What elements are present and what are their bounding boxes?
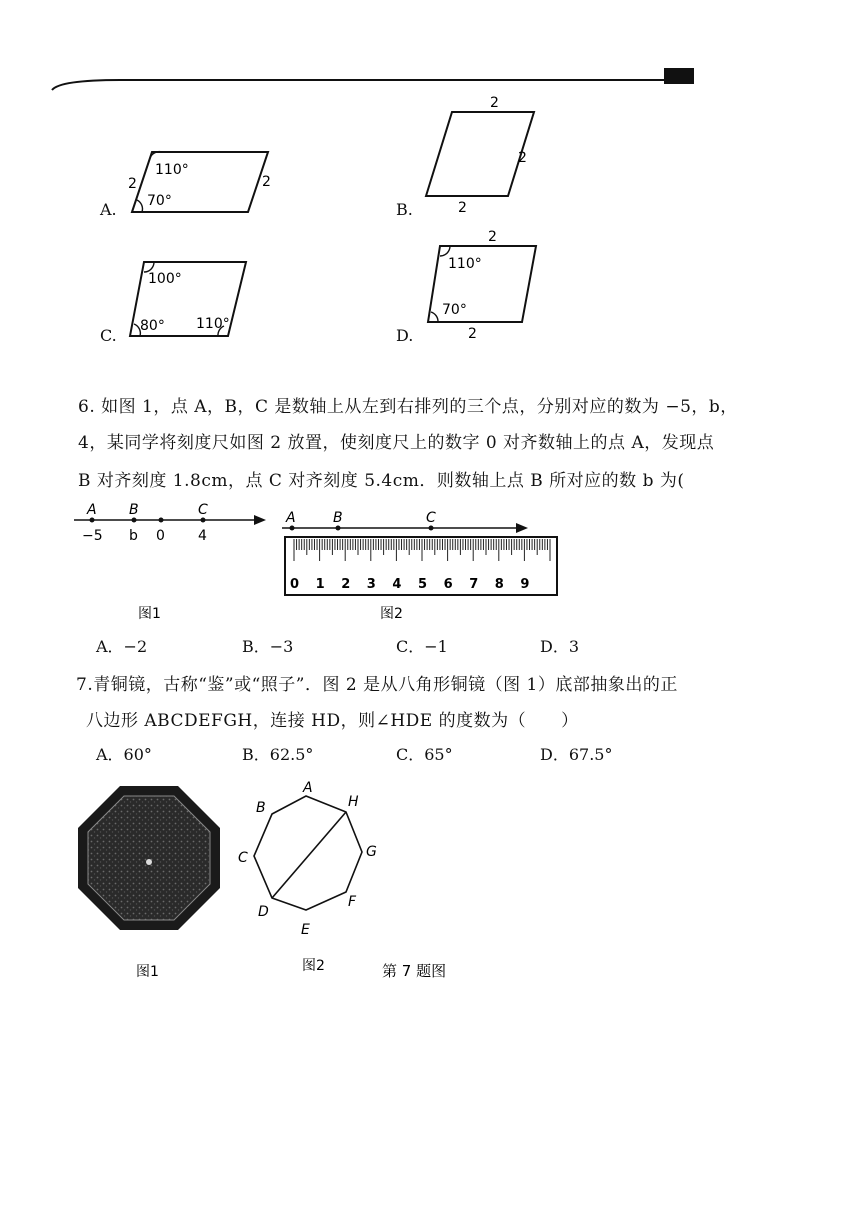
q5-b-side-bottom: 2 bbox=[458, 200, 467, 216]
ruler-tick-label: 6 bbox=[443, 577, 453, 592]
ruler-tick-label: 8 bbox=[494, 577, 504, 592]
ruler-tick-label: 3 bbox=[366, 577, 376, 592]
q5-option-c-letter[interactable]: C. bbox=[100, 326, 117, 345]
q5-a-side-left: 2 bbox=[128, 176, 137, 192]
q6-option-a[interactable]: A．−2 bbox=[96, 637, 148, 656]
octagon-vertex-g: G bbox=[366, 844, 377, 860]
q5-option-b-letter[interactable]: B. bbox=[396, 200, 413, 219]
q7-figure-group-caption: 第 7 题图 bbox=[382, 962, 447, 980]
q6-option-b[interactable]: B．−3 bbox=[242, 637, 294, 656]
q6-option-d[interactable]: D．3 bbox=[540, 637, 580, 656]
q5-a-side-right: 2 bbox=[262, 174, 271, 190]
octagon-vertex-c: C bbox=[238, 850, 248, 866]
ruler-tick-label: 1 bbox=[315, 577, 325, 592]
ruler-tick-label: 7 bbox=[469, 577, 479, 592]
octagon-vertex-f: F bbox=[348, 894, 357, 910]
q5-a-angle-top: 110° bbox=[155, 162, 189, 178]
q5-c-angle-top: 100° bbox=[148, 271, 182, 287]
ruler-tick-label: 2 bbox=[341, 577, 351, 592]
q7-fig2-caption: 图2 bbox=[302, 958, 325, 974]
q7-option-d[interactable]: D．67.5° bbox=[540, 745, 613, 764]
ruler-tick-label: 0 bbox=[290, 577, 300, 592]
fig1-value-c: 4 bbox=[198, 528, 207, 544]
q7-text-line2: 八边形 ABCDEFGH，连接 HD，则∠HDE 的度数为（ ） bbox=[86, 711, 579, 731]
octagon-vertex-d: D bbox=[258, 904, 269, 920]
fig1-point-b: B bbox=[129, 502, 139, 518]
q7-option-a[interactable]: A．60° bbox=[96, 745, 152, 764]
q5-d-side-bottom: 2 bbox=[468, 326, 477, 342]
q5-c-angle-bottom-left: 80° bbox=[140, 318, 165, 334]
q7-fig1-caption: 图1 bbox=[136, 964, 159, 980]
q6-text-line3: B 对齐刻度 1.8cm，点 C 对齐刻度 5.4cm．则数轴上点 B 所对应的数 b 为( bbox=[78, 471, 685, 491]
q5-option-d-letter[interactable]: D. bbox=[396, 326, 414, 345]
fig2-point-b: B bbox=[333, 510, 343, 526]
q5-option-a-letter[interactable]: A. bbox=[100, 200, 117, 219]
ruler-tick-label: 4 bbox=[392, 577, 402, 592]
q5-d-angle-bottom: 70° bbox=[442, 302, 467, 318]
q6-text-line1: 6. 如图 1，点 A，B，C 是数轴上从左到右排列的三个点，分别对应的数为 −5，b， bbox=[78, 397, 738, 417]
ruler-tick-label: 9 bbox=[520, 577, 530, 592]
q5-b-side-top: 2 bbox=[490, 95, 499, 111]
q5-d-side-top: 2 bbox=[488, 229, 497, 245]
q5-a-angle-bottom: 70° bbox=[147, 193, 172, 209]
fig2-point-a: A bbox=[286, 510, 296, 526]
q6-text-line2: 4，某同学将刻度尺如图 2 放置，使刻度尺上的数字 0 对齐数轴上的点 A，发现点 bbox=[78, 433, 715, 453]
fig1-value-b: b bbox=[129, 528, 138, 544]
fig1-caption: 图1 bbox=[138, 606, 161, 622]
fig2-caption: 图2 bbox=[380, 606, 403, 622]
q7-text-line1: 7.青铜镜，古称“鉴”或“照子”．图 2 是从八角形铜镜（图 1）底部抽象出的正 bbox=[76, 675, 678, 695]
fig1-point-c: C bbox=[198, 502, 208, 518]
fig1-value-a: −5 bbox=[82, 528, 103, 544]
fig1-value-0: 0 bbox=[156, 528, 165, 544]
q5-d-angle-top: 110° bbox=[448, 256, 482, 272]
octagon-vertex-h: H bbox=[348, 794, 359, 810]
octagon-vertex-b: B bbox=[256, 800, 266, 816]
fig1-point-a: A bbox=[87, 502, 97, 518]
fig2-point-c: C bbox=[426, 510, 436, 526]
ruler-tick-label: 5 bbox=[418, 577, 428, 592]
q7-option-c[interactable]: C．65° bbox=[396, 745, 453, 764]
octagon-vertex-e: E bbox=[301, 922, 310, 938]
octagon-vertex-a: A bbox=[303, 780, 313, 796]
q6-option-c[interactable]: C．−1 bbox=[396, 637, 448, 656]
q7-option-b[interactable]: B．62.5° bbox=[242, 745, 314, 764]
q5-c-angle-bottom-right: 110° bbox=[196, 316, 230, 332]
q5-b-side-right: 2 bbox=[518, 150, 527, 166]
